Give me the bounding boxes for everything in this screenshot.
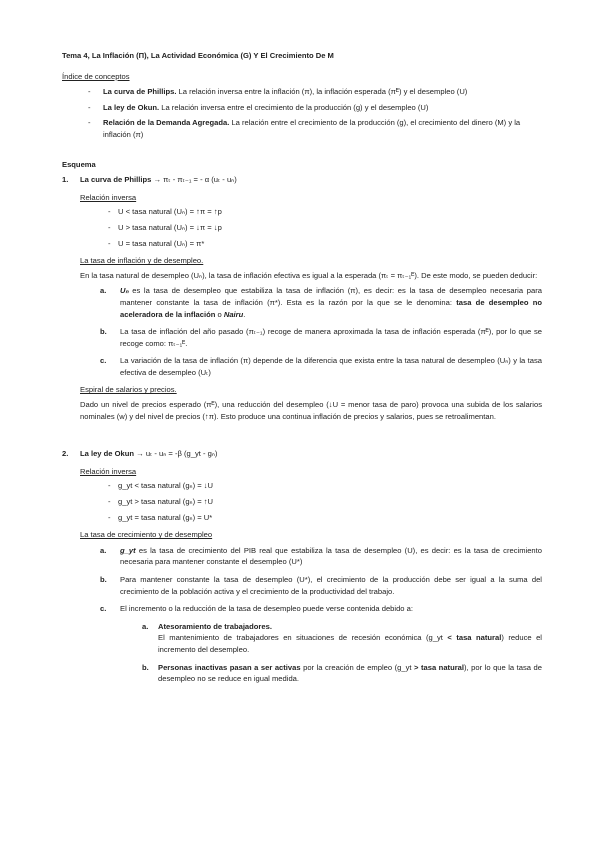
okun-growth-heading: La tasa de crecimiento y de desempleo bbox=[80, 530, 213, 540]
okun-items bbox=[100, 545, 542, 685]
document-title: Tema 4, La Inflación (Π), La Actividad Económica (G) Y El Crecimiento De M bbox=[62, 51, 334, 60]
list-item: - g_yt > tasa natural (gₙ) = ↑U bbox=[108, 496, 542, 508]
list-item: - U < tasa natural (Uₙ) = ↑π = ↑p bbox=[108, 206, 542, 218]
index-item: - Relación de la Demanda Agregada. La relación entre el crecimiento de la producción (g), el crecimiento del dinero (M) y la inflación (π) bbox=[88, 117, 542, 140]
nested-list bbox=[142, 621, 542, 685]
okun-inverse-list bbox=[108, 480, 542, 523]
phillips-inverse-list bbox=[108, 206, 542, 249]
list-item: b. Personas inactivas pasan a ser activas por la creación de empleo (g_yt > tasa natural), por lo que la tasa de desempleo no se reduce en igual medida. bbox=[142, 662, 542, 684]
list-item: - g_yt < tasa natural (gₙ) = ↓U bbox=[108, 480, 542, 492]
list-item: a. Uₙ es la tasa de desempleo que estabiliza la tasa de inflación (π), es decir: es la tasa de desempleo necesaria para mantener constante la tasa de inflación (π*). Esta es la razón por la que se le denomina: tasa de desempleo no aceleradora de la inflación o Nairu. bbox=[100, 286, 542, 319]
section-okun-heading: 2. La ley de Okun → uₜ - uₙ = -β (g_yt - gₙ) bbox=[62, 449, 218, 459]
list-item: - U > tasa natural (Uₙ) = ↓π = ↓p bbox=[108, 222, 542, 234]
index-item: - La curva de Phillips. La relación inversa entre la inflación (π), la inflación esperada (πᴱ) y el desempleo (U) bbox=[88, 86, 542, 98]
spiral-heading: Espiral de salarios y precios. bbox=[80, 385, 177, 395]
list-item: a. g_yt es la tasa de crecimiento del PIB real que estabiliza la tasa de desempleo (U), es decir: es la tasa de crecimiento necesaria para mantener constante el desempleo (U*) bbox=[100, 545, 542, 567]
index-list bbox=[88, 86, 542, 140]
list-item: - g_yt = tasa natural (gₙ) = U* bbox=[108, 512, 542, 524]
index-heading: Índice de conceptos bbox=[62, 71, 130, 81]
index-item: - La ley de Okun. La relación inversa entre el crecimiento de la producción (g) y el desempleo (U) bbox=[88, 102, 542, 114]
spiral-paragraph: Dado un nivel de precios esperado (πᴱ), una reducción del desempleo (↓U = menor tasa de paro) provoca una subida de los salarios nominales (w) y del nivel de precios (↑π). Esto produce una continua inflación de precios y salarios, pues se retroalimentan. bbox=[80, 400, 542, 421]
okun-inverse-heading: Relación inversa bbox=[80, 466, 137, 476]
section-phillips-heading: 1. La curva de Phillips → πₜ - πₜ₋₁ = - α (uₜ - uₙ) bbox=[62, 175, 237, 185]
list-item: a. Atesoramiento de trabajadores. El mantenimiento de trabajadores en situaciones de recesión económica (g_yt < tasa natural) reduce el incremento del desempleo. bbox=[142, 621, 542, 654]
list-item: b. La tasa de inflación del año pasado (πₜ₋₁) recoge de manera aproximada la tasa de inflación esperada (πᴱ), por lo que se recoge como: πₜ₋₁ᴱ. bbox=[100, 327, 542, 348]
list-item: c. El incremento o la reducción de la tasa de desempleo puede verse contenida debido a: a. Atesoramiento de trabajadores. El mantenimiento de trabajadores en situaciones de recesión económica (g_yt < tasa natural) reduce el incremento del desempleo. b. Personas inactivas pasan a ser activas por la creación de empleo (g_yt > tasa natural), por lo que la tasa de desempleo no se reduce en igual medida. bbox=[100, 604, 542, 684]
phillips-rate-paragraph: En la tasa natural de desempleo (Uₙ), la tasa de inflación efectiva es igual a la esperada (πₜ = πₜ₋₁ᴱ). De este modo, se pueden deducir: bbox=[80, 270, 538, 280]
phillips-inverse-heading: Relación inversa bbox=[80, 192, 137, 202]
phillips-rate-heading: La tasa de inflación y de desempleo. bbox=[80, 256, 204, 266]
list-item: b. Para mantener constante la tasa de desempleo (U*), el crecimiento de la producción debe ser igual a la suma del crecimiento de la población activa y el crecimiento de la productividad del trabajo. bbox=[100, 575, 542, 596]
phillips-deductions bbox=[100, 285, 542, 378]
list-item: c. La variación de la tasa de inflación (π) depende de la diferencia que exista entre la tasa natural de desempleo (Uₙ) y la tasa efectiva de desempleo (Uₜ) bbox=[100, 356, 542, 377]
esquema-heading: Esquema bbox=[62, 159, 96, 169]
list-item: - U = tasa natural (Uₙ) = π* bbox=[108, 238, 542, 250]
